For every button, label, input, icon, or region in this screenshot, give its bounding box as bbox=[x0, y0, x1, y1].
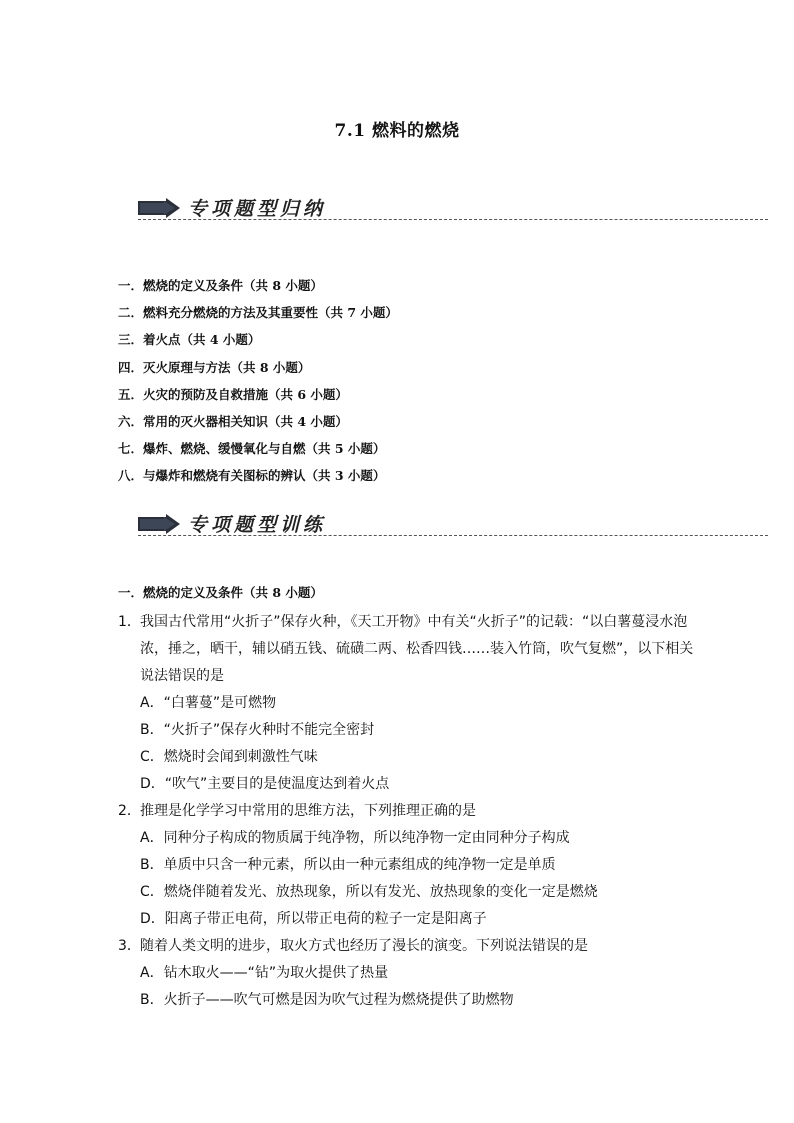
question-stem bbox=[118, 933, 695, 960]
option: C．燃烧伴随着发光、放热现象，所以有发光、放热现象的变化一定是燃烧 bbox=[140, 884, 598, 900]
question bbox=[118, 798, 718, 933]
topic-item: 七．爆炸、燃烧、缓慢氧化与自燃（共 5 小题） bbox=[118, 441, 386, 457]
arrow-icon bbox=[138, 198, 180, 218]
option: A．“白薯蔓”是可燃物 bbox=[140, 695, 277, 711]
section-banner-summary bbox=[138, 192, 768, 226]
question-text: 我国古代常用“火折子”保存火种，《天工开物》中有关“火折子”的记载：“以白薯蔓浸水泡浓，捶之，晒干，辅以硝五钱、硫磺二两、松香四钱……装入竹筒，吹气复燃”，以下相关说法错误的是 bbox=[140, 614, 694, 684]
banner-label-training: 专项题型训练 bbox=[188, 514, 327, 536]
question bbox=[118, 609, 718, 798]
section-banner-training bbox=[138, 508, 768, 542]
banner-label-summary: 专项题型归纳 bbox=[188, 198, 327, 220]
question-number: 3． bbox=[118, 938, 141, 954]
divider bbox=[138, 535, 768, 536]
topic-list bbox=[118, 272, 398, 490]
question-number: 1． bbox=[118, 614, 141, 630]
option: B．火折子——吹气可燃是因为吹气过程为燃烧提供了助燃物 bbox=[140, 992, 514, 1008]
divider bbox=[138, 219, 768, 220]
option: C．燃烧时会闻到刺激性气味 bbox=[140, 749, 318, 765]
option: B．单质中只含一种元素，所以由一种元素组成的纯净物一定是单质 bbox=[140, 857, 556, 873]
question-text: 随着人类文明的进步，取火方式也经历了漫长的演变。下列说法错误的是 bbox=[140, 938, 588, 954]
topic-item: 二．燃料充分燃烧的方法及其重要性（共 7 小题） bbox=[118, 305, 398, 321]
question-stem bbox=[118, 609, 695, 690]
topic-item: 六．常用的灭火器相关知识（共 4 小题） bbox=[118, 413, 348, 429]
question-number: 2． bbox=[118, 803, 141, 819]
topic-item: 一．燃烧的定义及条件（共 8 小题） bbox=[118, 278, 323, 293]
question-stem bbox=[118, 798, 695, 825]
question bbox=[118, 933, 718, 1014]
topic-item: 三．着火点（共 4 小题） bbox=[118, 332, 261, 348]
topic-item: 八．与爆炸和燃烧有关图标的辨认（共 3 小题） bbox=[118, 468, 386, 484]
section-heading: 一．燃烧的定义及条件（共 8 小题） bbox=[118, 585, 323, 600]
arrow-icon bbox=[138, 514, 180, 534]
page-title: 7.1 燃料的燃烧 bbox=[334, 121, 460, 141]
question-text: 推理是化学学习中常用的思维方法，下列推理正确的是 bbox=[140, 803, 476, 819]
option: B．“火折子”保存火种时不能完全密封 bbox=[140, 722, 375, 738]
option: D．阳离子带正电荷，所以带正电荷的粒子一定是阳离子 bbox=[140, 911, 487, 927]
topic-item: 五．火灾的预防及自救措施（共 6 小题） bbox=[118, 386, 348, 402]
option: A．同种分子构成的物质属于纯净物，所以纯净物一定由同种分子构成 bbox=[140, 830, 570, 846]
option: A．钻木取火——“钻”为取火提供了热量 bbox=[140, 965, 389, 981]
topic-item: 四．灭火原理与方法（共 8 小题） bbox=[118, 359, 311, 375]
question-section bbox=[118, 582, 718, 1014]
option: D．“吹气”主要目的是使温度达到着火点 bbox=[140, 776, 390, 792]
